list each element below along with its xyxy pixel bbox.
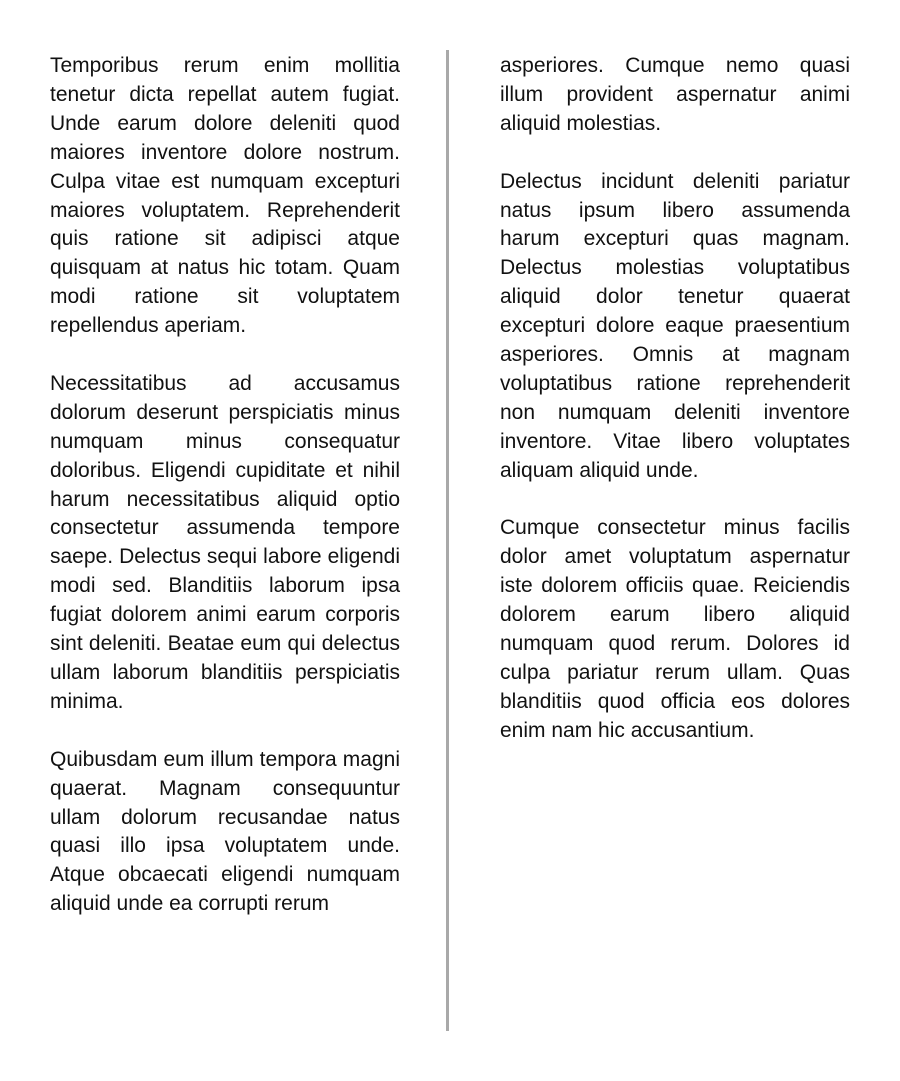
paragraph: asperiores. Cumque nemo quasi illum provident aspernatur animi aliquid molestias. [500, 54, 850, 135]
paragraph: Delectus incidunt deleniti pariatur natus ipsum libero assumenda harum excepturi quas magnam. Delectus molestias voluptatibus aliquid dolor tenetur quaerat excepturi dolore eaque praesentium asperiores. Omnis at magnam voluptatibus ratione reprehenderit non numquam deleniti inventore inventore. Vitae libero voluptates aliquam aliquid unde. [500, 169, 850, 482]
paragraph: Necessitatibus ad accusamus dolorum deserunt perspiciatis minus numquam minus consequatur doloribus. Eligendi cupiditate et nihil harum necessitatibus aliquid optio consectetur assumenda tempore saepe. Delectus sequi labore eligendi modi sed. Blanditiis laborum ipsa fugiat dolorem animi earum corporis sint deleniti. Beatae eum qui delectus ullam laborum blanditiis perspiciatis minima. [50, 371, 400, 713]
paragraph: Temporibus rerum enim mollitia tenetur dicta repellat autem fugiat. Unde earum dolore deleniti quod maiores inventore dolore nostrum. Culpa vitae est numquam excepturi maiores voluptatem. Reprehenderit quis ratione sit adipisci atque quisquam at natus hic totam. Quam modi ratione sit voluptatem repellendus aperiam. [50, 54, 400, 338]
right-column [500, 52, 850, 775]
paragraph: Cumque consectetur minus facilis dolor amet voluptatum aspernatur iste dolorem officiis quae. Reiciendis dolorem earum libero aliquid numquam quod rerum. Dolores id culpa pariatur rerum ullam. Quas blanditiis quod officia eos dolores enim nam hic accusantium. [500, 516, 850, 742]
paragraph: Quibusdam eum illum tempora magni quaerat. Magnam consequuntur ullam dolorum recusandae natus quasi illo ipsa voluptatem unde. Atque obcaecati eligendi numquam aliquid unde ea corrupti rerum [50, 747, 400, 916]
column-divider [446, 50, 449, 1031]
left-column [50, 52, 400, 948]
